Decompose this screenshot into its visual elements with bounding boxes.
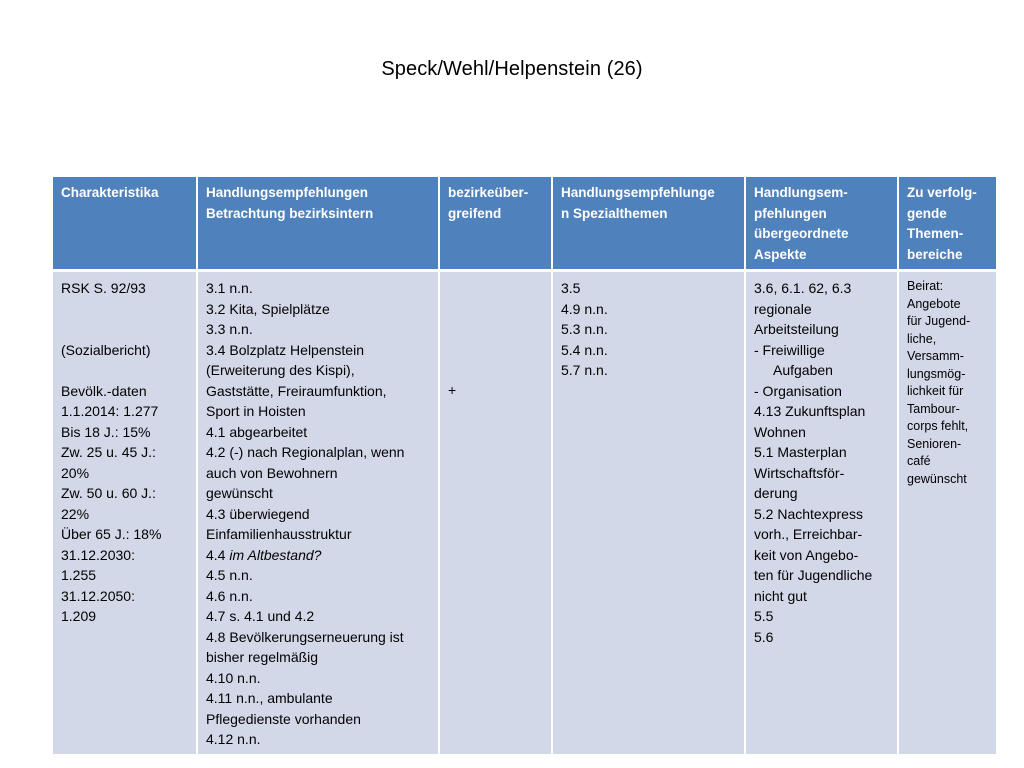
cell-line: keit von Angebo-: [754, 546, 859, 563]
header-line: greifend: [448, 205, 502, 221]
cell-line: Wohnen: [754, 423, 806, 440]
cell-line: Zw. 50 u. 60 J.:: [61, 485, 156, 501]
cell-line: liche,: [907, 331, 937, 346]
cell-line: 4.1 abgearbeitet: [206, 423, 308, 440]
header-line: n Spezialthemen: [561, 205, 668, 221]
cell-line: Pflegedienste vorhanden: [206, 710, 361, 727]
header-line: Handlungsem-: [754, 185, 848, 200]
header-line: pfehlungen: [754, 205, 827, 221]
header-uebergeordnete-aspekte: [746, 177, 899, 272]
cell-line: 5.5: [754, 608, 774, 624]
header-line: bezirkeüber-: [448, 185, 529, 200]
cell-line: gewünscht: [907, 471, 967, 486]
header-line: Betrachtung bezirksintern: [206, 205, 374, 221]
table-header-row: [53, 177, 996, 272]
cell-line: Zw. 25 u. 45 J.:: [61, 444, 156, 460]
cell-line: Versamm-: [907, 349, 964, 363]
cell-line: 4.8 Bevölkerungserneuerung ist: [206, 628, 404, 645]
cell-line: 4.6 n.n.: [206, 587, 253, 604]
cell-line: lungsmög-: [907, 366, 966, 381]
item-4-4-number: 4.4: [206, 546, 230, 563]
header-line: Themen-: [907, 226, 964, 241]
cell-spezialthemen: [553, 272, 746, 754]
cell-bezirksintern: [198, 272, 440, 754]
cell-line: 4.2 (-) nach Regionalplan, wenn: [206, 444, 405, 460]
item-4-4: [206, 545, 430, 566]
cell-line: 5.6: [754, 628, 774, 645]
cell-line: 5.2 Nachtexpress: [754, 505, 863, 522]
plus-marker: +: [448, 382, 457, 398]
cell-line: 3.2 Kita, Spielplätze: [206, 300, 330, 317]
cell-line: 3.5: [561, 280, 581, 296]
header-line: Handlungsempfehlungen: [206, 185, 368, 200]
cell-line: Bis 18 J.: 15%: [61, 423, 151, 440]
header-line: Charakteristika: [61, 185, 159, 200]
cell-line: Senioren-: [907, 436, 962, 451]
cell-line: Wirtschaftsför-: [754, 464, 845, 481]
cell-line: bisher regelmäßig: [206, 649, 319, 665]
cell-line: regionale: [754, 300, 812, 317]
cell-line: 4.10 n.n.: [206, 669, 261, 686]
cell-line: Angebote: [907, 296, 961, 311]
cell-line: corps fehlt,: [907, 419, 969, 433]
dash-item-freiwillige: - Freiwillige: [754, 341, 825, 358]
cell-line: gewünscht: [206, 485, 273, 501]
cell-line: 5.1 Masterplan: [754, 444, 847, 460]
cell-line: 3.6, 6.1. 62, 6.3: [754, 280, 852, 296]
cell-uebergeordnete-aspekte: [746, 272, 899, 754]
cell-line: 3.1 n.n.: [206, 280, 253, 296]
cell-line: vorh., Erreichbar-: [754, 526, 863, 542]
cell-line: 4.3 überwiegend: [206, 505, 310, 522]
cell-line: 31.12.2050:: [61, 587, 135, 604]
cell-line: 5.7 n.n.: [561, 362, 608, 378]
cell-line: ten für Jugendliche: [754, 567, 873, 583]
cell-line: nicht gut: [754, 587, 807, 604]
header-charakteristika: [53, 177, 198, 272]
cell-line: 1.255: [61, 567, 97, 583]
cell-line: 4.11 n.n., ambulante: [206, 690, 333, 706]
cell-line: café: [907, 454, 931, 468]
cell-line: 4.13 Zukunftsplan: [754, 403, 866, 419]
cell-line: 1.1.2014: 1.277: [61, 403, 159, 419]
cell-line: Arbeitsteilung: [754, 321, 839, 337]
cell-line: 22%: [61, 505, 90, 522]
cell-line: Tambour-: [907, 401, 960, 416]
item-4-4-italic: im Altbestand?: [229, 546, 322, 563]
cell-line: auch von Bewohnern: [206, 464, 338, 481]
slide-title: Speck/Wehl/Helpenstein (26): [381, 58, 643, 80]
cell-line: Gaststätte, Freiraumfunktion,: [206, 382, 387, 399]
cell-line: 4.5 n.n.: [206, 567, 253, 583]
cell-line: 5.4 n.n.: [561, 341, 608, 358]
cell-line: derung: [754, 485, 798, 501]
cell-charakteristika: [53, 272, 198, 754]
cell-line: 3.3 n.n.: [206, 321, 253, 337]
cell-line: 4.7 s. 4.1 und 4.2: [206, 608, 315, 624]
cell-line: 4.9 n.n.: [561, 300, 608, 317]
cell-bezirksuebergreifend: [440, 272, 553, 754]
header-line: bereiche: [907, 246, 963, 262]
header-line: übergeordnete: [754, 226, 849, 241]
header-bezirksuebergreifend: [440, 177, 553, 272]
header-line: Aspekte: [754, 246, 807, 262]
header-themenbereiche: [899, 177, 996, 272]
sozialbericht-label: (Sozialbericht): [61, 341, 151, 358]
cell-line: für Jugend-: [907, 314, 971, 328]
cell-line: 1.209: [61, 608, 97, 624]
cell-line: Beirat:: [907, 279, 944, 293]
header-spezialthemen: [553, 177, 746, 272]
header-line: gende: [907, 205, 947, 221]
rsk-reference: RSK S. 92/93: [61, 280, 146, 296]
dash-item-continuation: Aufgaben: [773, 362, 833, 378]
cell-line: Sport in Hoisten: [206, 403, 306, 419]
cell-line: 31.12.2030:: [61, 546, 135, 563]
cell-line: Über 65 J.: 18%: [61, 526, 162, 542]
cell-line: lichkeit für: [907, 384, 964, 398]
cell-line: Bevölk.-daten: [61, 382, 147, 399]
recommendations-table: [53, 177, 996, 754]
dash-item-organisation: - Organisation: [754, 382, 842, 399]
cell-line: (Erweiterung des Kispi),: [206, 362, 355, 378]
cell-line: 4.12 n.n.: [206, 731, 261, 747]
cell-line: 3.4 Bolzplatz Helpenstein: [206, 341, 364, 358]
cell-line: 20%: [61, 464, 90, 481]
cell-line: 5.3 n.n.: [561, 321, 608, 337]
cell-line: Einfamilienhausstruktur: [206, 526, 352, 542]
header-line: Handlungsempfehlunge: [561, 185, 715, 200]
header-line: Zu verfolg-: [907, 185, 977, 200]
cell-themenbereiche: [899, 272, 996, 754]
table-row: [53, 272, 996, 754]
header-bezirksintern: [198, 177, 440, 272]
